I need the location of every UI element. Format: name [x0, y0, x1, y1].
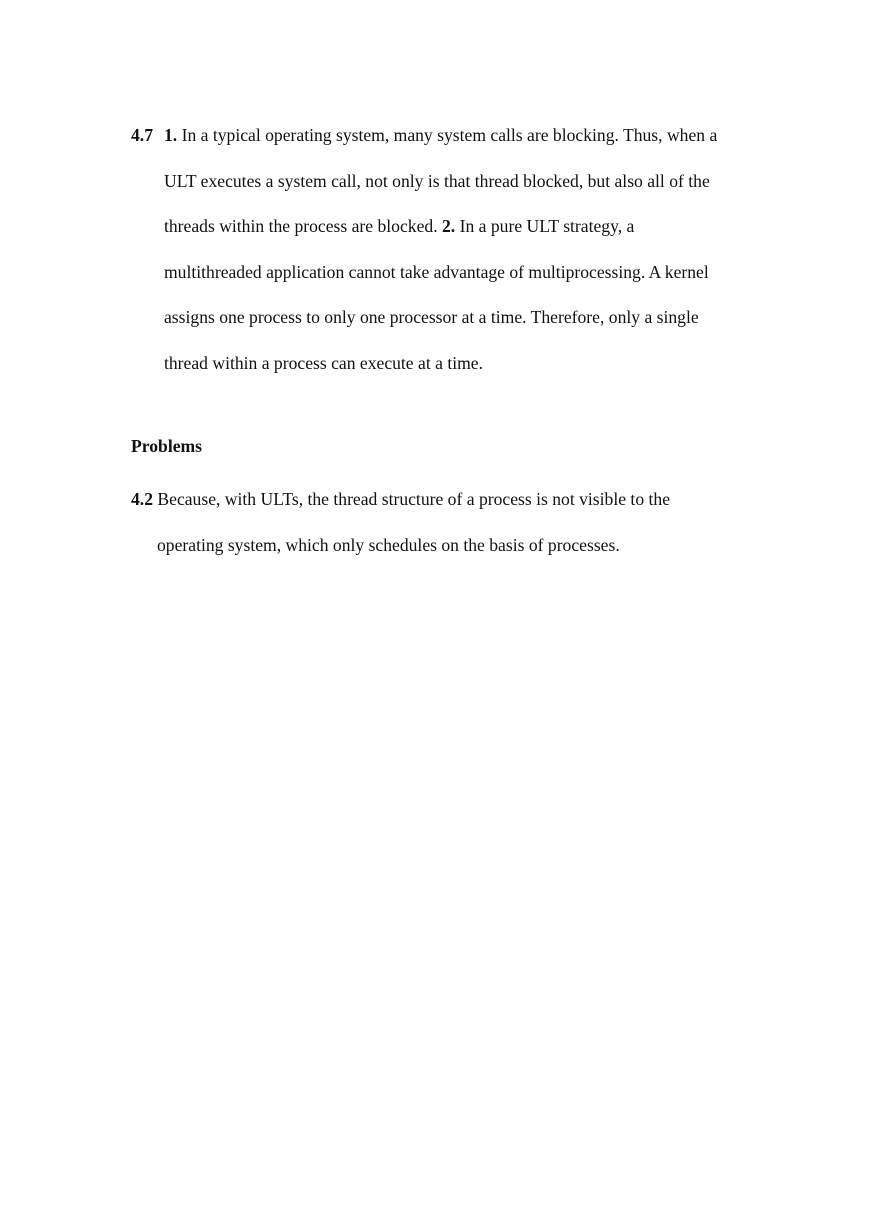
- point-1-label: 1.: [164, 125, 178, 145]
- answer-body: [164, 113, 730, 387]
- point-2-text: In a pure ULT strategy, a multithreaded application cannot take advantage of multiprocessing. A kernel assigns one process to only one processor at a time. Therefore, only a single thread within a process can execute at a time.: [164, 216, 709, 373]
- problem-number: 4.2: [131, 489, 153, 509]
- point-2-label: 2.: [442, 216, 456, 237]
- problem-text: Because, with ULTs, the thread structure of a process is not visible to the operating system, which only schedules on the basis of processes.: [153, 489, 671, 555]
- answer-number: 4.7: [131, 125, 153, 145]
- problems-heading: Problems: [131, 436, 203, 456]
- point-1-text: In a typical operating system, many system calls are blocking. Thus, when a ULT executes a system call, not only is that thread blocked, but also all of the threads within the process are blocked.: [164, 125, 718, 237]
- answer-4-7: [131, 113, 731, 387]
- problem-4-2: [131, 477, 731, 568]
